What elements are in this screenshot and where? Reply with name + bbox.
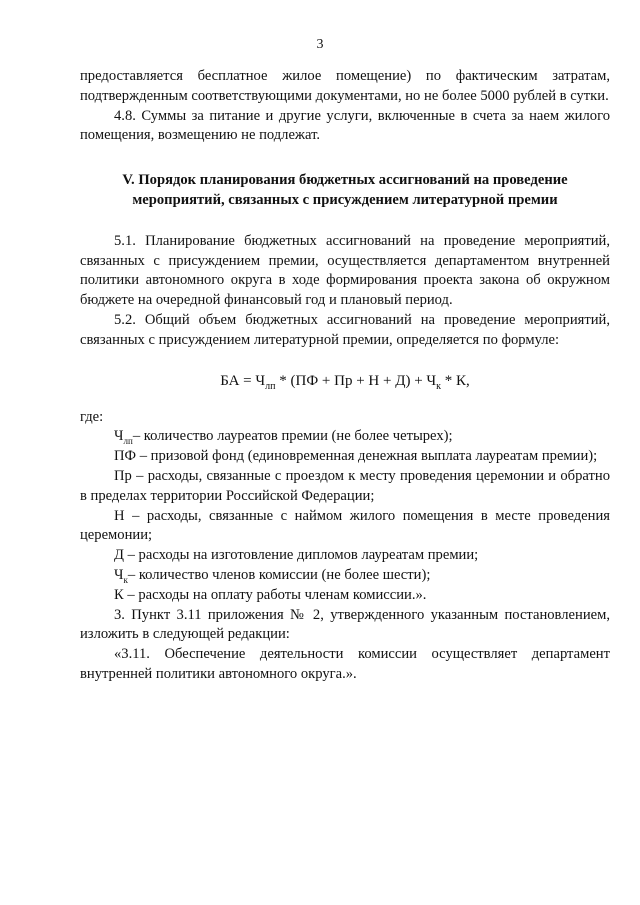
formula-middle: * (ПФ + Пр + Н + Д) + Ч xyxy=(275,372,437,389)
document-body xyxy=(80,67,610,685)
definition-text: – количество членов комиссии (не более шести); xyxy=(127,566,431,583)
paragraph-point-3: 3. Пункт 3.11 приложения № 2, утвержденного указанным постановлением, изложить в следующей редакции: xyxy=(80,606,610,643)
definition-prize-fund: ПФ – призовой фонд (единовременная денежная выплата лауреатам премии); xyxy=(114,448,598,465)
paragraph-continuation: предоставляется бесплатное жилое помещение) по фактическим затратам, подтвержденным соответствующими документами, но не более 5000 рублей в сутки. xyxy=(80,68,610,104)
formula-end: * К, xyxy=(441,372,470,389)
formula-sub-commission: к xyxy=(436,380,442,392)
definition-commission-pay: К – расходы на оплату работы членам комиссии.». xyxy=(114,586,427,603)
definition-symbol: Ч xyxy=(114,566,124,583)
formula-lhs: БА = Ч xyxy=(220,372,266,389)
definition-symbol-sub: к xyxy=(123,574,128,585)
section-heading: V. Порядок планирования бюджетных ассигнований на проведение мероприятий, связанных с присуждением литературной премии xyxy=(122,172,568,208)
definition-symbol-sub: лп xyxy=(123,436,133,447)
paragraph-4-8: 4.8. Суммы за питание и другие услуги, включенные в счета за наем жилого помещения, возмещению не подлежат. xyxy=(80,107,610,144)
definition-housing-costs: Н – расходы, связанные с наймом жилого помещения в месте проведения церемонии; xyxy=(80,507,610,544)
definition-diploma-costs: Д – расходы на изготовление дипломов лауреатам премии; xyxy=(114,547,479,564)
definition-commission-count xyxy=(80,566,610,586)
definition-text: – количество лауреатов премии (не более четырех); xyxy=(132,428,453,445)
paragraph-5-1: 5.1. Планирование бюджетных ассигнований на проведение мероприятий, связанных с присуждением премии, осуществляется департаментом внутренней политики автономного округа в ходе формирования проекта закона об окружном бюджете на очередной финансовый год и плановый период. xyxy=(80,232,610,309)
where-label: где: xyxy=(80,408,104,425)
definition-laureates-count xyxy=(80,427,610,447)
formula-sub-laureates: лп xyxy=(265,380,276,392)
paragraph-5-2: 5.2. Общий объем бюджетных ассигнований на проведение мероприятий, связанных с присуждением литературной премии, определяется по формуле: xyxy=(80,311,610,348)
definition-travel-costs: Пр – расходы, связанные с проездом к месту проведения церемонии и обратно в пределах территории Российской Федерации; xyxy=(80,467,610,504)
budget-formula xyxy=(80,370,610,392)
paragraph-3-11: «3.11. Обеспечение деятельности комиссии осуществляет департамент внутренней политики автономного округа.». xyxy=(80,646,610,682)
definition-symbol: Ч xyxy=(114,428,124,445)
page-number: 3 xyxy=(316,37,324,52)
